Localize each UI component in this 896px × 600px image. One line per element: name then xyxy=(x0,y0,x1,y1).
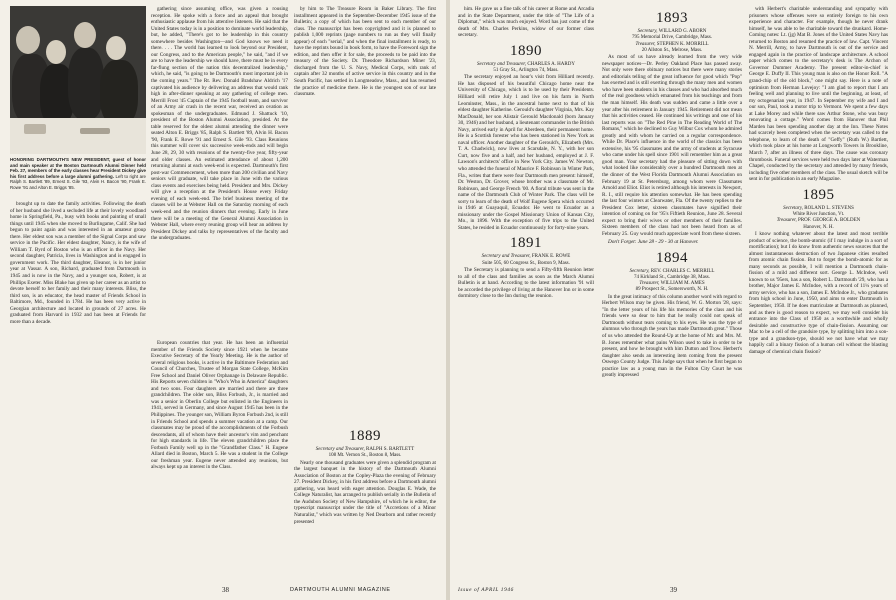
left-page xyxy=(0,0,446,600)
address-1890: 51 Gray St., Arlington 74, Mass. xyxy=(493,68,559,74)
right-column-3: with Herbert's charitable understanding and sympathy with prisoners whose offenses were so entirely foreign to his own experience and character. For example, though he never drank himself, he was able to be charitable toward the drunkard. Home-Coming notes: Lt. (jg) Mat B. Jones of the United States Navy has returned to Boston and resumed the practice of law. Capt. Vincent N. Merrill, Army, to have Dartmouth is out of the service and engaged again in the practice of landscape architecture. A school paper which comes to the secretary's desk is The Archon of Governor Dummer Academy. The present editor-in-chief is George E. Duffy II. This young man is also on the Honor Roll. "A grand-chip of the old block," one might say. Here is a note of optimism from Herman Lovejoy: "I am glad to report that I am feeling well and planning to live until the beginning, at least, of my octogenarian year, in 1947. In September my wife and I and our son, Paul, took a motor trip to Vermont. We spent a few days at Lake Morey and while there saw Arthur Stone, who was busy renovating a cottage." Word comes from Hanover that Phil Marden has been spending another day at the Inn. These Notes had scarcely been completed when the secretary was called to the telephone, to learn of the death of "Geffy" (Ruth W.) Bartlett, which took place at his home at Longworth Towers in Brookline, March 7, after an illness of three days. The cause was coronary thrombosis. Funeral services were held two days later at Waterman Chapel, conducted by the secretary and attended by many friends, including five other members of the class. The usual sketch will be sent in for publication in an early Magazine. 1895 Secretary, ROLAND L. STEVENS White River Junction, Vt. Treasurer, PROF. GEORGE A. BOLDEN Hanover, N. H. I know nothing whatever about the latest and most terrible product of science, the bomb-atomic (if I may indulge in a sort of mortification); but I do know from authentic news sources that the almost instantaneous destruction of two Japanese cities resulted from atomic chain fission. But to forget the bomb-atomic for as many seconds as possible, I will mention a Dartmouth chain-fission of a mild and different sort. George L. McIndoe, well known to us '95ers, has a son, Robert L. Dartmouth '29, who has a brother, Major James E. McIndoe, with a record of 11¼ years of army service, who has a son, James E. McIndoe Jr., who graduates from high school in June, 1950, and aims to enter Dartmouth in September, 1950. If he does matriculate at Dartmouth as planned, and as there is good reason to expect, we may well consider his entrance into the Class of 1950 as a worthwhile and wholly desirable and constructive type of chain-fission. Assuming our Mac to be a cell of the grandsire type, by splitting him into a son-type and a grandson-type, should we not have what we may happily call a binary fission of a human cell without the blasting damage of chemical chain fission? xyxy=(749,6,888,355)
issue-date-footer: Issue of APRIL 1946 xyxy=(458,587,514,593)
left-column-3-top: by him to The Treasure Room in Baker Library. The first installment appeared in the September-December 1945 issue of the Bulletin; a copy of which has been sent to each member of our class. The manuscript has been copyrighted and it is planned to publish 1,000 reprints (page numbers to run as they will finally appear) of each "serial," and when the final installment is ready, to have the reprints bound in book form, to have the Foreword sign the edition, and then offer it for sale, the proceeds to be paid into the treasury of the Society. Dr. Theodore Richardson Miner '23, discharged from the U. S. Navy, Medical Corps, with rank of captain after 32 months of active service in this country and in the South Pacific, has settled in Longmeadow, Mass., and has resumed the practice of medicine there. He is the youngest son of our late classmate. xyxy=(294,6,436,98)
right-column-1: him. He gave us a fine talk of his career at Rome and Arcadia and in the State Department, under the title of "The Life of a Diplomat," which was much enjoyed. Word has just come of the death of Mrs. Charles Perkins, widow of our former class secretary. 1890 Secretary and Treasurer, CHARLES A. HARDY 51 Gray St., Arlington 74, Mass. The secretary enjoyed an hour's visit from Hilliard recently. He has disposed of his beautiful Chicago home near the University of Chicago, which is to be used by their Presidents. Hilliard will retire July 1 and live on his farm in North Leominster, Mass., in the ancestral home next to that of his eldest daughter Katherine. Gerould's daughter Virginia, Mrs. Kay MacDonald, her son Alistair Gerould Macdonald (born January 30, 1946) and her husband, a lieutenant commander in the British Navy, arrived early in April for Aberdeen, their permanent home. He is a Scottish forester who has been stationed in New York as naval officer. Another daughter of the Gerould's, Elizabeth (Mrs. T. A. Chadwick), now lives at Scarsdale, N. Y., with her son Curt, now five and a half, and her husband, employed at J. F. Lawson's architects' office in New York City. James W. Newton, who attended the funeral of Maurice F. Robinson in Winter Park, Fla., writes that there were four Dartmouth men present: himself, Dr. Weston, Dr. Grover, whose brother was a classmate of Mr. Robinson, and George French '00. A floral tribute was sent in the name of the Dartmouth Club of Winter Park. The class will be sorry to learn of the death of Wolf Eugene Spera which occurred in 1946 at Guayaquil, Ecuador. He went to Ecuador as a missionary under the Gospel Missionary Union of Kansas City, Mo., in 1896. With the exception of five trips to the United States, he resided in Ecuador continuously for forty-nine years. 1891 Secretary and Treasurer, FRANK E. ROWE Suite 505, 60 Congress St., Boston 9, Mass. The Secretary is planning to send a Fifty-fifth Reunion letter to all of the class and families as soon as the March Alumni Bulletin is at hand. According to the latest information '91 will be accorded the privilege of living at the Hanover Inn or in some dormitory close to the Inn during the reunion. xyxy=(458,6,594,300)
treasurer-address-1894: 89 Prospect St., Somersworth, N. H. xyxy=(635,287,709,293)
left-column-3-bottom: 1889 Secretary and Treasurer, RALPH S. BARTLETT 108 Mt. Vernon St., Boston 8, Mass. Nearly one thousand graduates were given a splendid program at the largest banquet in the history of the Dartmouth Alumni Association of Boston at the Copley-Plaza the evening of February 27. President Dickey, in his first address before a Dartmouth alumni gathering, was heard with eager attention. Douglas E. Wade, the College Naturalist, has arranged to publish serially in the Bulletin of the Audubon Society of New Hampshire, of which he is editor, the typescript manuscript under the title of "Accretions of a Minor Naturalist," which was written by Ned Dearborn and rather recently presented xyxy=(294,428,436,525)
treasurer-address-1895: Hanover, N. H. xyxy=(803,224,834,230)
address-1894: 74 Kirkland St., Cambridge 38, Mass. xyxy=(634,274,710,280)
class-year-1894: 1894 xyxy=(656,249,688,266)
treasurer-1895: Treasurer, PROF. GEORGE A. BOLDEN xyxy=(776,218,861,224)
class-year-1893: 1893 xyxy=(656,10,688,26)
class-year-1891: 1891 xyxy=(510,235,542,252)
left-column-2-bottom: European countries that year. He has been an influential member of the Friends Society since 1921 when he became Executive Secretary of the Yearly Meeting. He is the author of several religious books, is active in the Baltimore Federation and Council of Churches, Trustee of Morgan State College, McKim Free School and Daniel Oliver Orphanage in Delaware Republic. His Reports seven children in "Who's Who in America" daughters and two sons. Four daughters are married and there are three grandchildren. The older son, Bliss Forbush, Jr., is married and was a senior in Oberlin College but enlisted in the Engineers in 1941, served in Germany, and since August 1945 has been in the Philippines. The younger son, William Byron Forbush 2nd, is still in Friends School and spends a summer vacation at a camp. Our classmates may be proud of the accomplishments of the Forbush descendants, all of whom have their ancestor's vim and penchant for high standards in life. The eleven grandchildren place the Forbush Family well up in the "Grandfather Class." H. Eugene Allard died in Boston, March 5. He was a student in the College our freshman year. Eugene never attended any reunions, but always kept up an interest in the Class. xyxy=(151,340,288,471)
alumni-dinner-photo xyxy=(10,6,146,154)
secretary-1895: Secretary, ROLAND L. STEVENS xyxy=(783,205,854,211)
class-year-1889: 1889 xyxy=(349,428,381,444)
address-1891: Suite 505, 60 Congress St., Boston 9, Mass. xyxy=(482,260,570,266)
secretary-1893: Secretary, WILLARD G. ABORN xyxy=(637,29,707,34)
treasurer-address-1893: 20 Allston St., Melrose, Mass. xyxy=(641,47,703,53)
class-year-1895: 1895 xyxy=(802,186,835,203)
page-number-right: 39 xyxy=(670,586,677,594)
address-1895: White River Junction, Vt. xyxy=(792,212,845,218)
treasurer-1893: Treasurer, STEPHEN K. MORRILL xyxy=(635,41,709,47)
address-1889: 108 Mt. Vernon St., Boston 8, Mass. xyxy=(328,453,402,459)
magazine-name-footer: DARTMOUTH ALUMNI MAGAZINE xyxy=(290,587,391,593)
left-column-1-bottom: brought up to date the family activities. Following the death of her husband she lived a secluded life at their lovely woodland home in Springfield, Pa., busy with books and painting of small things until 1945 when she moved to Burlingame, Calif. She had begun to paint again and was interested in an amateur group there. Her eldest son was a member of the Signal Corps and saw service in the Pacific. Her eldest daughter, Nancy, is the wife of William T. Byrd of Boston who is an officer in the Navy. Her second daughter, Patricia, lives in Washington and is engaged in government work. The third daughter, Eleanor, is in her junior year at Vassar. A son, Richard, graduated from Dartmouth in 1945 and is now in the Navy, and a younger son, Robert, is at Phillips Exeter. Miss Blake has given up her career as an artist to devote herself to her family and their many interests. Bliss, the third son, is an educator, the head master of Friends School in Baltimore, Md., founded in 1784. He has been very active in Georgian architecture and located in grounds of 27 acres. He graduated from Harvard in 1932 and has been at Friends for more than a decade. xyxy=(10,201,146,325)
treasurer-1894: Treasurer, WILLIAM M. AMES xyxy=(639,281,705,287)
address-1893: 795 Memorial Drive, Cambridge, Mass. xyxy=(631,35,713,41)
secretary-1891: Secretary and Treasurer, FRANK E. ROWE xyxy=(481,254,571,260)
reunion-reminder: Don't Forget: June 28 - 29 - 30 at Hanover. xyxy=(608,239,699,245)
left-column-2-top: gathering since assuming office, was given a rousing reception. He spoke with a force and an appeal that brought enthusiastic applause from his attentive listeners. He said that the United States today is in a position to dominate world leadership, but, he added, "There's got to be leadership in this country somewhere besides Washington—and God knows we need it there. . . . The world has learned to look beyond our President, our Congress, and to the American people," he said, "and if we are to have the leadership we should have, there must be in every far-flung section of the nation this decentralized leadership," which, he said, "is going to be Dartmouth's most important job in the coming years." The Rt. Rev. Donald Bradshaw Aldrich '17 captivated his audience by delivering an address that would rank high in after-dinner speaking at any gathering of college men. Merrill Frost '45 Captain of the 1945 football team, and survivor of an Army air crash in the recent war, received an ovation as spokesman of the undergraduates. Edmund J. Shattuck '10, president of the Boston Alumni Association, presided. At the table reserved for the oldest alumni attending the dinner were seated Alton E. Briggs '85, Ralph S. Bartlett '89, Alvin H. Bacon '90, Frank E. Rowe '91 and Ernest S. Gile '93. Class Reunions this summer will cover six successive week-ends and will begin June 28, 29, 30 with reunions of the twenty-five year, fifty-year and older classes. An estimated attendance of about 1,200 returning alumni at each week-end is expected. Dartmouth's first post-war Commencement, when more than 200 civilian and Navy seniors will graduate, will take place in June with the various class events and exercises being held. President and Mrs. Dickey will give a reception at the President's House every Friday evening of each week-end. The brief business meeting of the classes will be at Webster Hall on the Saturday morning of each week-end and the reunion dinners that evening. Early in June there will be a meeting of the General Alumni Association in Webster Hall, where every reuning group will hear an address by President Dickey and talks by representatives of the faculty and the undergraduates. xyxy=(151,6,288,242)
page-number-left: 38 xyxy=(222,586,229,594)
secretary-1890: Secretary and Treasurer, CHARLES A. HARDY xyxy=(477,61,575,67)
photo-caption: HONORING DARTMOUTH'S NEW PRESIDENT, guest of honor and main speaker at the Boston Dartmouth Alumni Dinner held Feb. 27, members of the early classes hear President Dickey give his first address before a large alumni gathering. Left to right are Ralph S. Bartlett '89, Ernest S. Gile '93, Alvin H. Bacon '90, Frank E. Rowe '91 and Alton E. Briggs '85. xyxy=(10,157,146,190)
class-year-1890: 1890 xyxy=(510,42,542,59)
secretary-1889: Secretary and Treasurer, RALPH S. BARTLETT xyxy=(315,447,415,452)
right-page xyxy=(450,0,896,600)
right-column-2: 1893 Secretary, WILLARD G. ABORN 795 Memorial Drive, Cambridge, Mass. Treasurer, STEPHEN K. MORRILL 20 Allston St., Melrose, Mass. As most of us have already learned from the very wide newspaper notices—Dr. Perley Oakland Place has passed away. Not only were there obituary notices but there were many stories and editorials telling of the great influence for good which "Pop" has exerted and is still exerting through the many men and women who have been students in his classes and who had absorbed much of the real goodness which emanated from his teachings and from the man himself. His death was sudden and came a little over a year after his retirement in January 1945. Retirement did not mean that his activities ceased. He continued his writings and one of his last reports was on "The Red Pine in The Reading World of The Romans," which he declined to Guy Wilbur Cox whom he admired greatly and with whom he carried on a regular correspondence. While Dr. Place's influence in the world of the classics has been extensive, his '95 classmates and the army of students at Syracuse who came under his spell since 1901 will remember him as a great good man. Your secretary had the pleasure of sitting down with what looked like considerably over a hundred Dartmouth men at the dinner of the West Florida Dartmouth Alumni Association on February 19 at St. Petersburg, among whom were Classmates Arnold and Eliot. Eliot is retired although his interests in Newport, R. I., still require his attention somewhat. He has been spending the last four winters at Clearwater, Fla. Of the twenty replies to the President Cox letter, sixteen classmates have signified their intention of coming on for '95's Fiftieth Reunion, June 28. Several expect to bring their wives or other members of their families. Sixteen members of the class had not been heard from as of February 25. Guy would much appreciate word from these sixteen. Don't Forget: June 28 - 29 - 30 at Hanover. 1894 Secretary, REV. CHARLES C. MERRILL 74 Kirkland St., Cambridge 38, Mass. Treasurer, WILLIAM M. AMES 89 Prospect St., Somersworth, N. H. In the great intimacy of this column another word with regard to Herbert Wilson may be given. His friend, W. G. Morton '28, says: "In the letter years of his life his memories of the class and his friends were so dear to him that he really could not speak of Dartmouth without tears coming to his eyes. He was the type of alumnus who through the years has made Dartmouth great." Those of us who attended the Round-Up at the home of Mr. and Mrs. M. B. Jones remember what pains Wilson used to take in order to be present, and how he brought with him Dutton and Trow. Herbert's daughter also sends an interesting item coming from the present Oswego County Judge. This Judge says that when he first began to practice law as a young man in the Fulton City Court he was greatly impressed xyxy=(602,10,742,379)
secretary-1894: Secretary, REV. CHARLES C. MERRILL xyxy=(629,268,715,274)
